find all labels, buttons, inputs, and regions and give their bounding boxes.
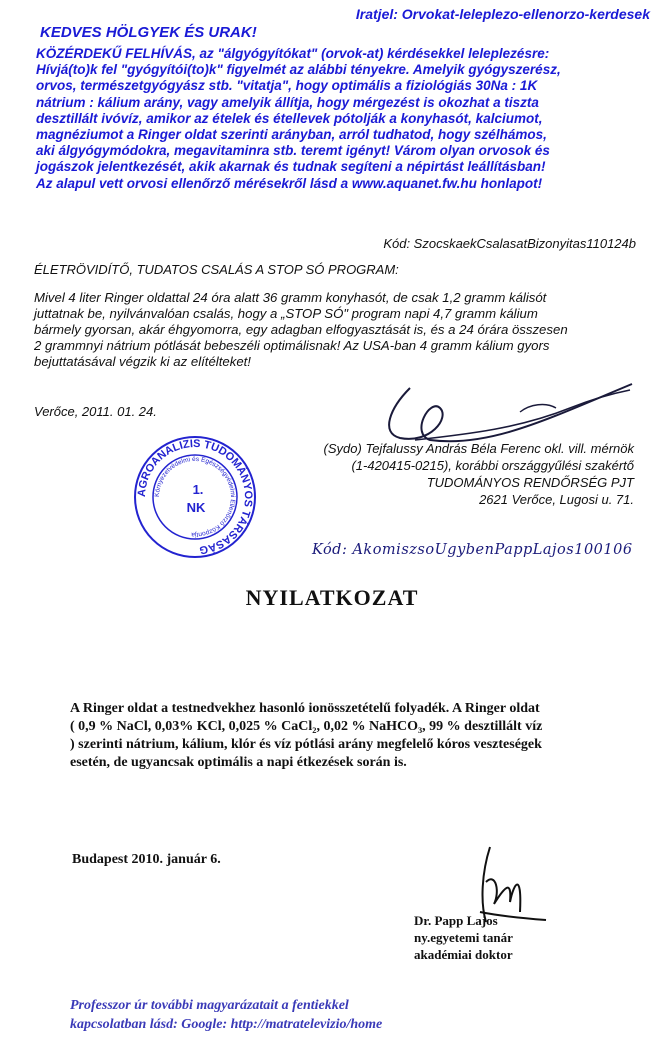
verce-date: Verőce, 2011. 01. 24. — [34, 404, 157, 419]
stamp-number: 1. — [192, 482, 204, 497]
declaration-title: NYILATKOZAT — [245, 585, 419, 610]
document-id: Iratjel: Orvokat-leleplezo-ellenorzo-kerdesek — [355, 6, 650, 22]
note-line: Professzor úr további magyarázatait a fentiekkel — [70, 998, 349, 1013]
section-heading: ÉLETRÖVIDÍTŐ, TUDATOS CSALÁS A STOP SÓ PROGRAM: — [34, 262, 399, 277]
appeal-line: Hívjá(to)k fel "gyógyítói(to)k" figyelmét az alábbi tényekre. Amelyik gyógyszerész, — [36, 62, 561, 78]
document-code-2: Kód: AkomiszsoUgybenPappLajos100106 — [312, 542, 633, 558]
paragraph-line: Mivel 4 liter Ringer oldattal 24 óra alatt 36 gramm konyhasót, de csak 1,2 gramm kálisót — [34, 290, 547, 305]
author-line: TUDOMÁNYOS RENDŐRSÉG PJT — [426, 475, 634, 490]
paragraph-line: 2 grammnyi nátrium pótlását bebeszéli optimálisnak! Az USA-ban 4 gramm kálium gyors — [34, 338, 550, 353]
appeal-line: aki álgyógymódokra, megavitaminra stb. teremt igényt! Várom olyan orvosok és — [36, 143, 550, 159]
stamp-inner-text: Környezetvédelmi és Egészségvédelmi Ellenőrző Központja — [153, 455, 237, 539]
declaration-line: ( 0,9 % NaCl, 0,03% KCl, 0,025 % CaCl₂, 0,02 % NaHCO₃, 99 % desztillált víz — [70, 719, 543, 734]
appeal-line: magnéziumot a Ringer oldat szerinti arányban, arról tudhatod, hogy szélhámos, — [36, 127, 547, 143]
declaration-line: A Ringer oldat a testnedvekhez hasonló ionösszetételű folyadék. A Ringer oldat — [70, 701, 540, 716]
author-line: (Sydo) Tejfalussy András Béla Ferenc okl. vill. mérnök — [323, 441, 634, 456]
appeal-line: jogászok jelentkezését, akik akarnak és tudnak segíteni a népirtást leállításban! — [36, 159, 546, 175]
greeting-heading: KEDVES HÖLGYEK ÉS URAK! — [40, 24, 257, 41]
declaration-line: esetén, de ugyancsak optimális a napi étkezések során is. — [70, 755, 407, 770]
signer-line: ny.egyetemi tanár — [414, 930, 513, 945]
appeal-line: Az alapul vett orvosi ellenőrző mérésekről lásd a www.aquanet.fw.hu honlapot! — [36, 175, 543, 191]
public-appeal — [36, 46, 656, 192]
author-line: (1-420415-0215), korábbi országgyűlési szakértő — [351, 458, 634, 473]
declaration-line: ) szerinti nátrium, kálium, klór és víz pótlási arány megfelelő kóros veszteségek — [70, 737, 542, 752]
author-block — [254, 440, 634, 508]
stop-so-paragraph — [34, 290, 642, 370]
appeal-line: orvos, természetgyógyász stb. "vitatja", hogy optimális a fiziológiás 30Na : 1K — [36, 78, 538, 94]
appeal-line: KÖZÉRDEKŰ FELHÍVÁS, az "álgyógyítókat" (orvok-at) kérdésekkel leleplezésre: — [36, 46, 550, 61]
signer-block — [414, 912, 513, 963]
author-line: 2621 Verőce, Lugosi u. 71. — [479, 492, 634, 507]
stamp-ring-text: AGROANALIZIS TUDOMÁNYOS TÁRSASÁG — [135, 437, 255, 556]
document-code: Kód: SzocskaekCsalasatBizonyitas110124b — [383, 236, 636, 251]
paragraph-line: bejuttatásával végzik ki az elítélteket! — [34, 354, 251, 369]
note-line: kapcsolatban lásd: Google: http://matratelevizio/home — [70, 1017, 383, 1032]
signer-line: akadémiai doktor — [414, 947, 513, 962]
signer-line: Dr. Papp Lajos — [414, 913, 498, 928]
ringer-declaration — [70, 700, 630, 772]
paragraph-line: bármely gyorsan, akár éhgyomorra, egy adagban elfogyasztását is, és a 24 órára összesen — [34, 322, 568, 337]
appeal-line: nátrium : kálium arány, vagy amelyik állítja, hogy mérgezést is okozhat a tiszta — [36, 94, 539, 110]
appeal-line: desztillált ivóvíz, amikor az ételek és étellevek pótolják a konyhasót, kalciumot, — [36, 110, 543, 126]
stamp-letters: NK — [186, 500, 206, 515]
professor-note — [70, 996, 382, 1034]
budapest-date: Budapest 2010. január 6. — [72, 852, 221, 867]
official-stamp — [130, 432, 260, 562]
paragraph-line: juttatnak be, nyilvánvalóan csalás, hogy a „STOP SÓ" program napi 4,7 gramm kálium — [34, 306, 538, 321]
